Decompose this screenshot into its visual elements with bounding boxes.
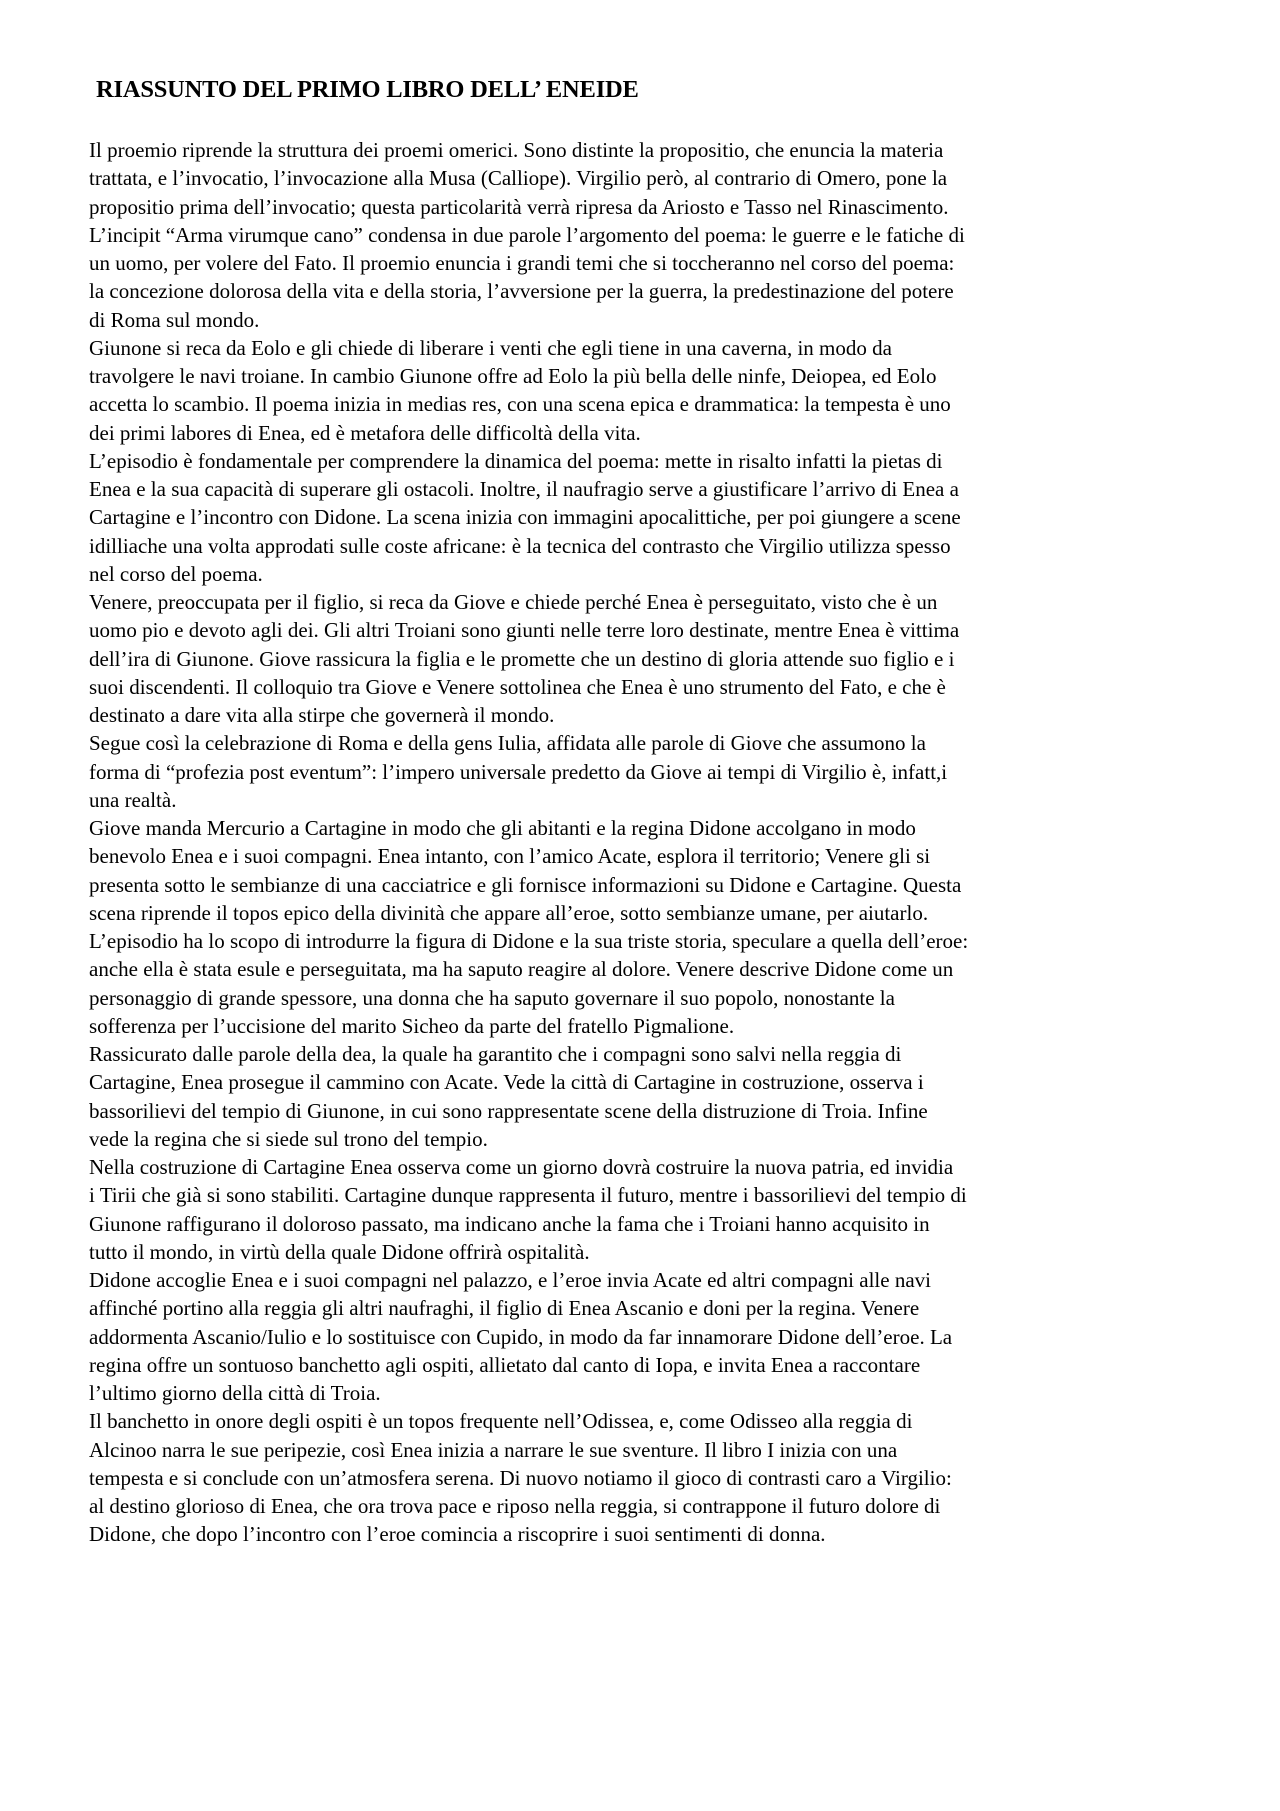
text-line: dei primi labores di Enea, ed è metafora delle difficoltà della vita. <box>89 420 641 445</box>
paragraph <box>89 729 968 814</box>
text-line: Didone, che dopo l’incontro con l’eroe comincia a riscoprire i suoi sentimenti di donna. <box>89 1522 826 1547</box>
text-line: vede la regina che si siede sul trono del tempio. <box>89 1126 488 1151</box>
text-line: benevolo Enea e i suoi compagni. Enea intanto, con l’amico Acate, esplora il territorio; Venere gli si <box>89 844 931 869</box>
text-line: scena riprende il topos epico della divinità che appare all’eroe, sotto sembianze umane, per aiutarlo. <box>89 900 929 925</box>
text-line: di Roma sul mondo. <box>89 307 260 332</box>
text-line: uomo pio e devoto agli dei. Gli altri Troiani sono giunti nelle terre loro destinate, mentre Enea è vittima <box>89 618 960 643</box>
text-line: tutto il mondo, in virtù della quale Didone offrirà ospitalità. <box>89 1239 590 1264</box>
text-line: personaggio di grande spessore, una donna che ha saputo governare il suo popolo, nonostante la <box>89 985 895 1010</box>
text-line: propositio prima dell’invocatio; questa particolarità verrà ripresa da Ariosto e Tasso nel Rinascimento. <box>89 194 949 219</box>
text-line: travolgere le navi troiane. In cambio Giunone offre ad Eolo la più bella delle ninfe, Deiopea, ed Eolo <box>89 364 937 388</box>
text-line: Giove manda Mercurio a Cartagine in modo che gli abitanti e la regina Didone accolgano in modo <box>89 816 916 840</box>
text-line: L’incipit “Arma virumque cano” condensa in due parole l’argomento del poema: le guerre e le fatiche di <box>89 222 965 247</box>
text-line: nel corso del poema. <box>89 561 263 586</box>
text-line: addormenta Ascanio/Iulio e lo sostituisce con Cupido, in modo da far innamorare Didone dell’eroe. La <box>89 1324 953 1349</box>
paragraph <box>89 334 968 447</box>
text-line: suoi discendenti. Il colloquio tra Giove e Venere sottolinea che Enea è uno strumento del Fato, e che è <box>89 674 946 699</box>
text-line: al destino glorioso di Enea, che ora trova pace e riposo nella reggia, si contrappone il futuro dolore di <box>89 1494 941 1518</box>
text-line: Il banchetto in onore degli ospiti è un topos frequente nell’Odissea, e, come Odisseo alla reggia di <box>89 1409 913 1434</box>
text-line: l’ultimo giorno della città di Troia. <box>89 1381 381 1405</box>
paragraph <box>89 136 968 334</box>
paragraph <box>89 814 968 1040</box>
paragraph <box>89 1153 968 1266</box>
text-line: Rassicurato dalle parole della dea, la quale ha garantito che i compagni sono salvi nella reggia di <box>89 1042 902 1066</box>
text-line: anche ella è stata esule e perseguitata, ma ha saputo reagire al dolore. Venere descrive Didone come un <box>89 957 954 982</box>
text-line: Giunone raffigurano il doloroso passato, ma indicano anche la fama che i Troiani hanno acquisito in <box>89 1211 930 1236</box>
text-line: una realtà. <box>89 787 177 812</box>
text-line: Enea e la sua capacità di superare gli ostacoli. Inoltre, il naufragio serve a giustificare l’arrivo di Enea a <box>89 477 959 501</box>
text-line: i Tirii che già si sono stabiliti. Cartagine dunque rappresenta il futuro, mentre i bassorilievi del tempio di <box>89 1183 967 1208</box>
text-line: presenta sotto le sembianze di una cacciatrice e gli fornisce informazioni su Didone e Cartagine. Questa <box>89 872 962 897</box>
document-title: RIASSUNTO DEL PRIMO LIBRO DELL’ ENEIDE <box>96 76 639 103</box>
text-line: Didone accoglie Enea e i suoi compagni nel palazzo, e l’eroe invia Acate ed altri compagni alle navi <box>89 1268 931 1292</box>
text-line: la concezione dolorosa della vita e della storia, l’avversione per la guerra, la predestinazione del potere <box>89 279 954 304</box>
text-line: forma di “profezia post eventum”: l’impero universale predetto da Giove ai tempi di Virgilio è, infatt,i <box>89 759 948 784</box>
text-line: trattata, e l’invocatio, l’invocazione alla Musa (Calliope). Virgilio però, al contrario di Omero, pone la <box>89 166 948 191</box>
text-line: L’episodio è fondamentale per comprendere la dinamica del poema: mette in risalto infatti la pietas di <box>89 448 943 473</box>
paragraph <box>89 588 968 729</box>
text-line: Cartagine, Enea prosegue il cammino con Acate. Vede la città di Cartagine in costruzione, osserva i <box>89 1070 924 1095</box>
text-line: destinato a dare vita alla stirpe che governerà il mondo. <box>89 703 555 727</box>
text-line: tempesta e si conclude con un’atmosfera serena. Di nuovo notiamo il gioco di contrasti caro a Virgilio: <box>89 1465 952 1490</box>
paragraph <box>89 1040 968 1153</box>
paragraph <box>89 1266 968 1407</box>
text-line: Cartagine e l’incontro con Didone. La scena inizia con immagini apocalittiche, per poi giungere a scene <box>89 505 961 530</box>
text-line: Alcinoo narra le sue peripezie, così Enea inizia a narrare le sue sventure. Il libro I inizia con una <box>89 1437 898 1462</box>
paragraph <box>89 447 968 588</box>
text-line: affinché portino alla reggia gli altri naufraghi, il figlio di Enea Ascanio e doni per la regina. Venere <box>89 1296 920 1321</box>
text-line: idilliache una volta approdati sulle coste africane: è la tecnica del contrasto che Virgilio utilizza spesso <box>89 533 951 558</box>
text-line: dell’ira di Giunone. Giove rassicura la figlia e le promette che un destino di gloria attende suo figlio e i <box>89 646 955 671</box>
text-line: bassorilievi del tempio di Giunone, in cui sono rappresentate scene della distruzione di Troia. Infine <box>89 1098 928 1123</box>
text-line: L’episodio ha lo scopo di introdurre la figura di Didone e la sua triste storia, speculare a quella dell’eroe: <box>89 929 969 953</box>
text-line: accetta lo scambio. Il poema inizia in medias res, con una scena epica e drammatica: la tempesta è uno <box>89 392 951 417</box>
text-line: sofferenza per l’uccisione del marito Sicheo da parte del fratello Pigmalione. <box>89 1013 735 1038</box>
text-line: Il proemio riprende la struttura dei proemi omerici. Sono distinte la propositio, che enuncia la materia <box>89 138 944 162</box>
text-line: Segue così la celebrazione di Roma e della gens Iulia, affidata alle parole di Giove che assumono la <box>89 731 926 756</box>
text-line: regina offre un sontuoso banchetto agli ospiti, allietato dal canto di Iopa, e invita Enea a raccontare <box>89 1352 921 1377</box>
text-line: Venere, preoccupata per il figlio, si reca da Giove e chiede perché Enea è perseguitato, visto che è un <box>89 590 938 614</box>
paragraph <box>89 1407 968 1548</box>
text-line: Giunone si reca da Eolo e gli chiede di liberare i venti che egli tiene in una caverna, in modo da <box>89 335 892 360</box>
text-line: Nella costruzione di Cartagine Enea osserva come un giorno dovrà costruire la nuova patria, ed invidia <box>89 1155 954 1179</box>
text-line: un uomo, per volere del Fato. Il proemio enuncia i grandi temi che si toccheranno nel corso del poema: <box>89 251 955 275</box>
document-body <box>89 136 968 1549</box>
